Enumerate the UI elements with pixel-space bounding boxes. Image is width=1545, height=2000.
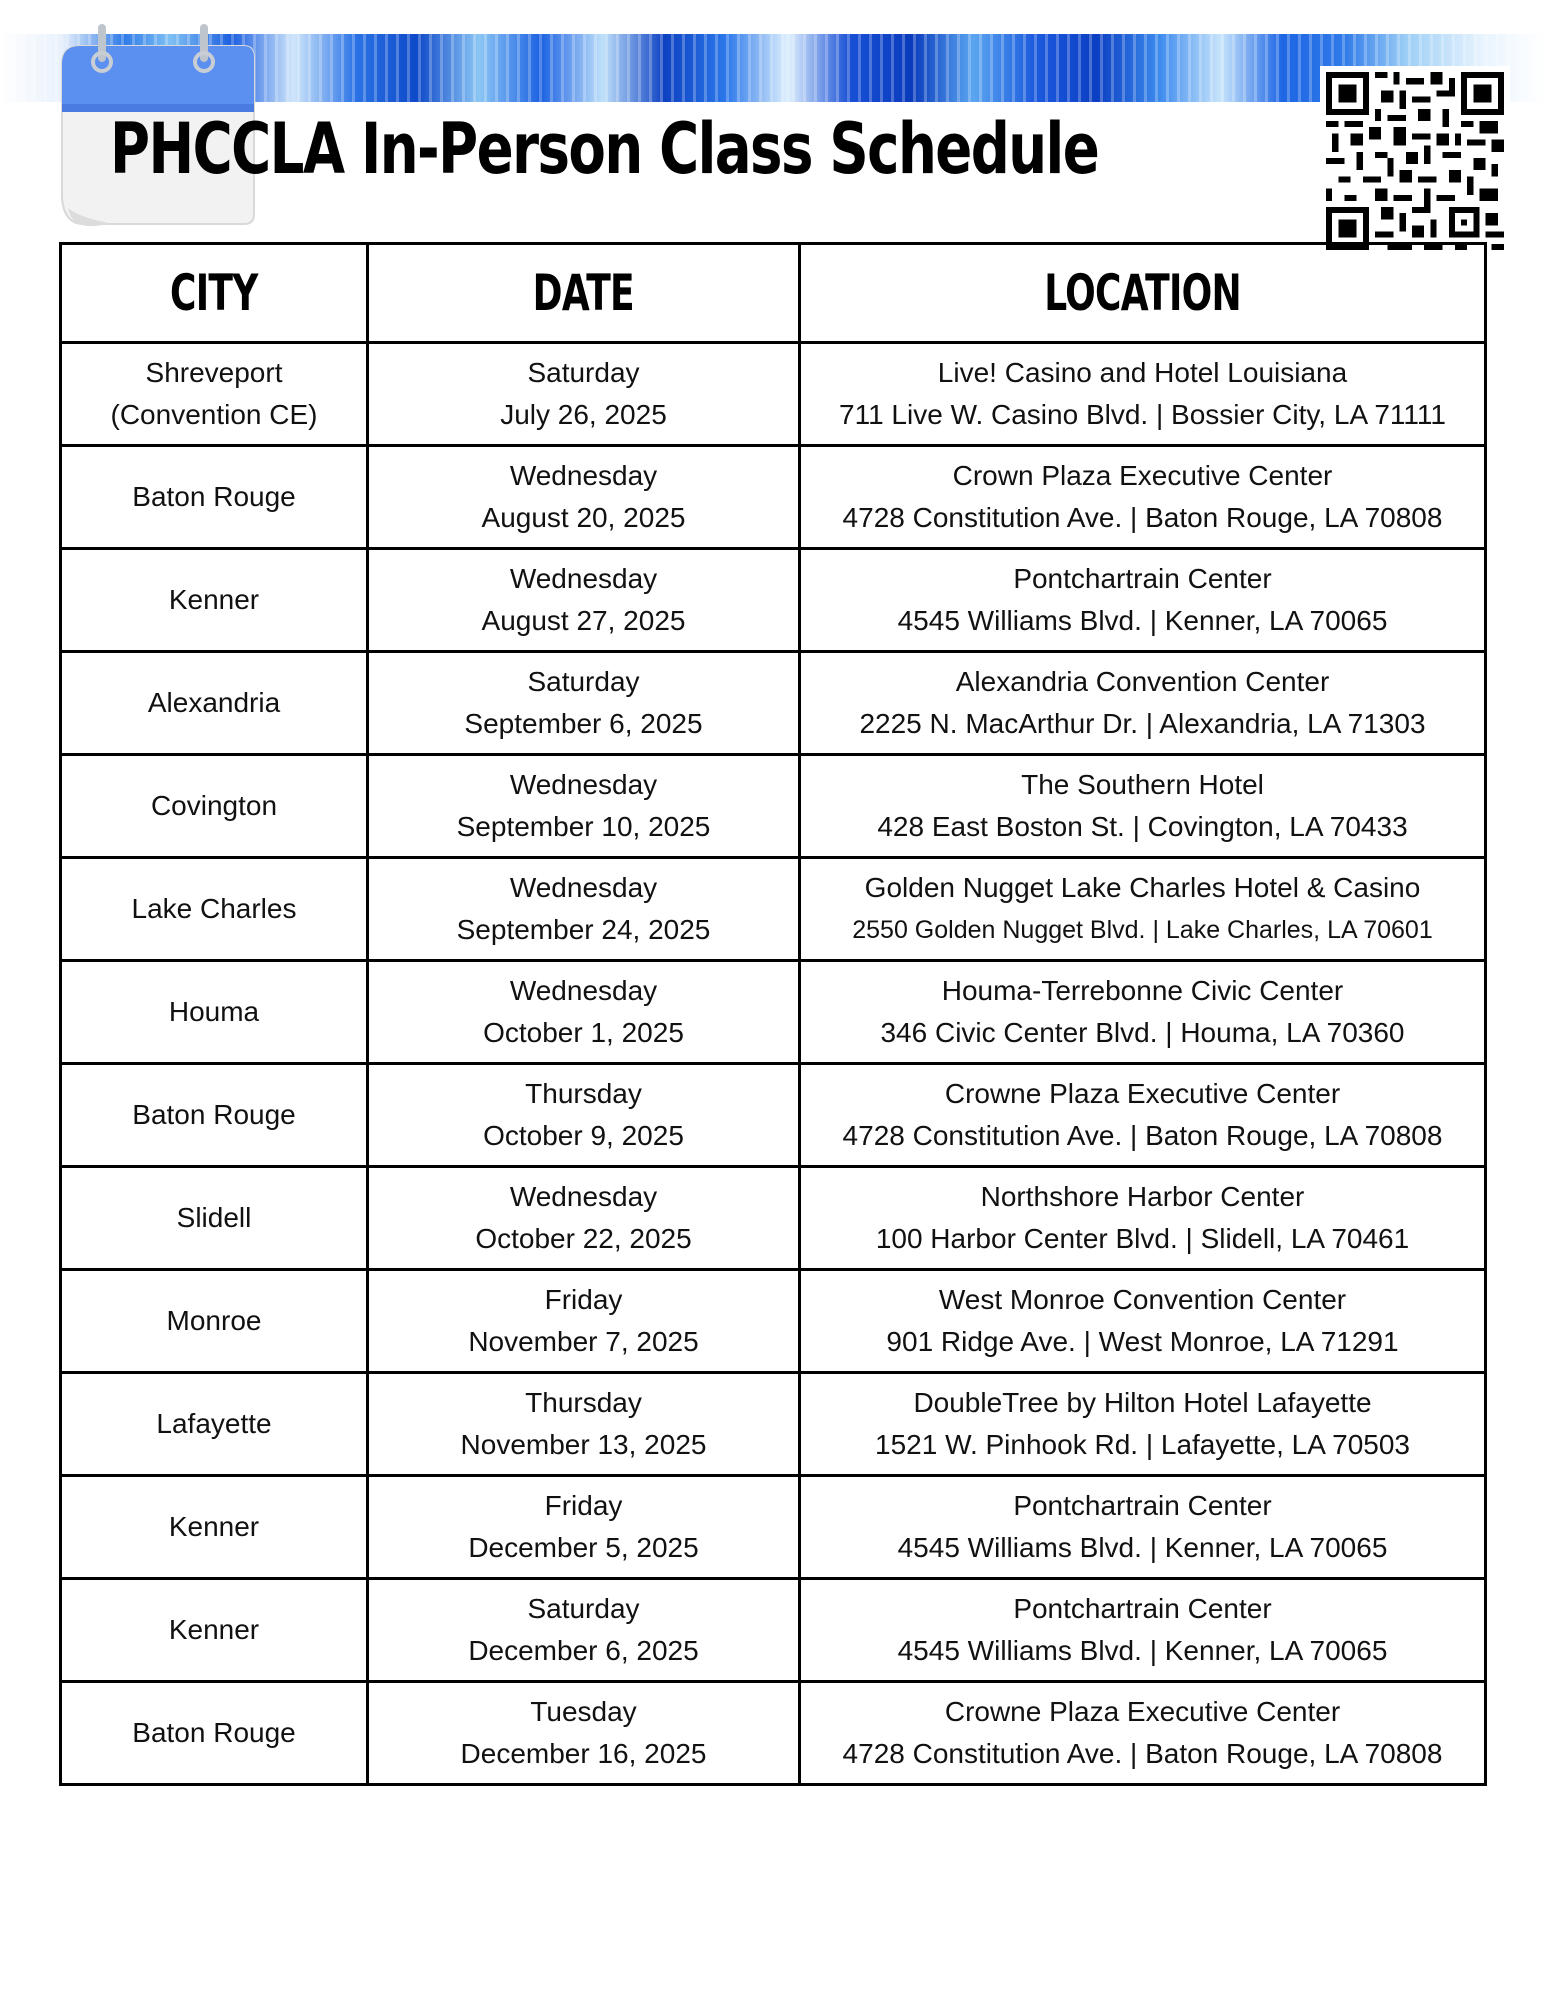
location-cell: The Southern Hotel 428 East Boston St. | Covington, LA 70433: [800, 755, 1486, 858]
table-row: [61, 1579, 1486, 1682]
location-cell: Crowne Plaza Executive Center 4728 Constitution Ave. | Baton Rouge, LA 70808: [800, 1682, 1486, 1785]
location-cell: Houma-Terrebonne Civic Center 346 Civic Center Blvd. | Houma, LA 70360: [800, 961, 1486, 1064]
location-cell: Pontchartrain Center 4545 Williams Blvd. | Kenner, LA 70065: [800, 1476, 1486, 1579]
qr-code-icon[interactable]: [1320, 66, 1510, 256]
city-cell: Slidell: [61, 1167, 368, 1270]
date-cell: Saturday December 6, 2025: [368, 1579, 800, 1682]
date-cell: Wednesday October 1, 2025: [368, 961, 800, 1064]
date-cell: Wednesday August 27, 2025: [368, 549, 800, 652]
city-cell: Shreveport (Convention CE): [61, 343, 368, 446]
city-cell: Kenner: [61, 1476, 368, 1579]
location-cell: Alexandria Convention Center 2225 N. MacArthur Dr. | Alexandria, LA 71303: [800, 652, 1486, 755]
date-cell: Wednesday September 10, 2025: [368, 755, 800, 858]
location-cell: Northshore Harbor Center 100 Harbor Center Blvd. | Slidell, LA 70461: [800, 1167, 1486, 1270]
date-cell: Tuesday December 16, 2025: [368, 1682, 800, 1785]
city-cell: Kenner: [61, 1579, 368, 1682]
location-cell: Pontchartrain Center 4545 Williams Blvd. | Kenner, LA 70065: [800, 1579, 1486, 1682]
table-row: [61, 1373, 1486, 1476]
date-cell: Thursday November 13, 2025: [368, 1373, 800, 1476]
city-cell: Baton Rouge: [61, 1064, 368, 1167]
table-row: [61, 1270, 1486, 1373]
city-cell: Baton Rouge: [61, 446, 368, 549]
table-row: [61, 858, 1486, 961]
table-row: [61, 1476, 1486, 1579]
location-cell: Golden Nugget Lake Charles Hotel & Casino 2550 Golden Nugget Blvd. | Lake Charles, LA 70601: [800, 858, 1486, 961]
table-row: [61, 1167, 1486, 1270]
table-row: [61, 755, 1486, 858]
column-header-location: LOCATION: [800, 244, 1486, 343]
date-cell: Saturday September 6, 2025: [368, 652, 800, 755]
page-title: PHCCLA In-Person Class Schedule: [110, 108, 1099, 190]
date-cell: Thursday October 9, 2025: [368, 1064, 800, 1167]
table-row: [61, 652, 1486, 755]
table-header-row: [61, 244, 1486, 343]
table-row: [61, 961, 1486, 1064]
location-cell: Crowne Plaza Executive Center 4728 Constitution Ave. | Baton Rouge, LA 70808: [800, 1064, 1486, 1167]
date-cell: Saturday July 26, 2025: [368, 343, 800, 446]
city-cell: Lafayette: [61, 1373, 368, 1476]
table-row: [61, 1682, 1486, 1785]
column-header-date: DATE: [368, 244, 800, 343]
table-row: [61, 343, 1486, 446]
location-cell: Live! Casino and Hotel Louisiana 711 Live W. Casino Blvd. | Bossier City, LA 71111: [800, 343, 1486, 446]
date-cell: Friday November 7, 2025: [368, 1270, 800, 1373]
location-cell: Pontchartrain Center 4545 Williams Blvd. | Kenner, LA 70065: [800, 549, 1486, 652]
date-cell: Wednesday September 24, 2025: [368, 858, 800, 961]
city-cell: Covington: [61, 755, 368, 858]
table-row: [61, 446, 1486, 549]
table-row: [61, 1064, 1486, 1167]
city-cell: Baton Rouge: [61, 1682, 368, 1785]
city-cell: Monroe: [61, 1270, 368, 1373]
date-cell: Friday December 5, 2025: [368, 1476, 800, 1579]
location-cell: DoubleTree by Hilton Hotel Lafayette 1521 W. Pinhook Rd. | Lafayette, LA 70503: [800, 1373, 1486, 1476]
column-header-city: CITY: [61, 244, 368, 343]
date-cell: Wednesday October 22, 2025: [368, 1167, 800, 1270]
schedule-table: [59, 242, 1487, 1786]
location-cell: Crown Plaza Executive Center 4728 Constitution Ave. | Baton Rouge, LA 70808: [800, 446, 1486, 549]
city-cell: Alexandria: [61, 652, 368, 755]
location-cell: West Monroe Convention Center 901 Ridge Ave. | West Monroe, LA 71291: [800, 1270, 1486, 1373]
city-cell: Kenner: [61, 549, 368, 652]
table-row: [61, 549, 1486, 652]
city-cell: Lake Charles: [61, 858, 368, 961]
city-cell: Houma: [61, 961, 368, 1064]
date-cell: Wednesday August 20, 2025: [368, 446, 800, 549]
